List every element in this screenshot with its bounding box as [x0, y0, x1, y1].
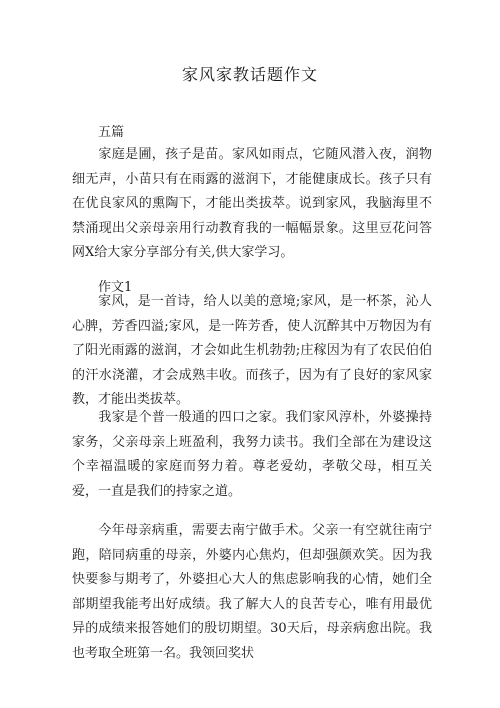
- intro-paragraph-text: 家庭是圃，孩子是苗。家风如雨点，它随风潜入夜，润物细无声，小苗只有在雨露的滋润下，才能健康成长。孩子只有在优良家风的熏陶下，才能出类拔萃。说到家风，我脑海里不禁涌现出父亲母亲用行动教育我的一幅幅景象。这里豆花问答网X给大家分享部分有关,供大家学习。: [72, 147, 432, 260]
- essay-paragraph-2: [72, 406, 432, 504]
- essay-paragraph-text: 家风，是一首诗，给人以美的意境;家风，是一杯茶，沁人心脾，芳香四溢;家风，是一阵芳香，使人沉醉其中万物因为有了阳光雨露的滋润，才会如此生机勃勃;庄稼因为有了农民伯伯的汗水浇灌，才会成熟丰收。而孩子，因为有了良好的家风家教，才能出类拔萃。: [72, 294, 432, 407]
- essay-paragraph-1: [72, 290, 432, 413]
- essay-paragraph-text: 今年母亲病重，需要去南宁做手术。父亲一有空就往南宁跑，陪同病重的母亲，外婆内心焦灼，但却强颜欢笑。因为我快要参与期考了，外婆担心大人的焦虑影响我的心情，她们全部期望我能考出好成绩。我了解大人的良苦专心，唯有用最优异的成绩来报答她们的殷切期望。30天后，母亲病愈出院。我也考取全班第一名。我领回奖状: [72, 523, 432, 661]
- intro-paragraph: [72, 143, 432, 266]
- section-label: 五篇: [98, 125, 125, 140]
- essay-paragraph-text: 我家是个普一般通的四口之家。我们家风淳朴，外婆操持家务，父亲母亲上班盈利，我努力读书。我们全部在为建设这个幸福温暖的家庭而努力着。尊老爱幼，孝敬父母，相互关爱，一直是我们的持家之道。: [72, 410, 432, 499]
- essay-paragraph-3: [72, 519, 432, 666]
- document-title: 家风家教话题作文: [181, 65, 318, 84]
- essay-heading: 作文1: [98, 280, 133, 295]
